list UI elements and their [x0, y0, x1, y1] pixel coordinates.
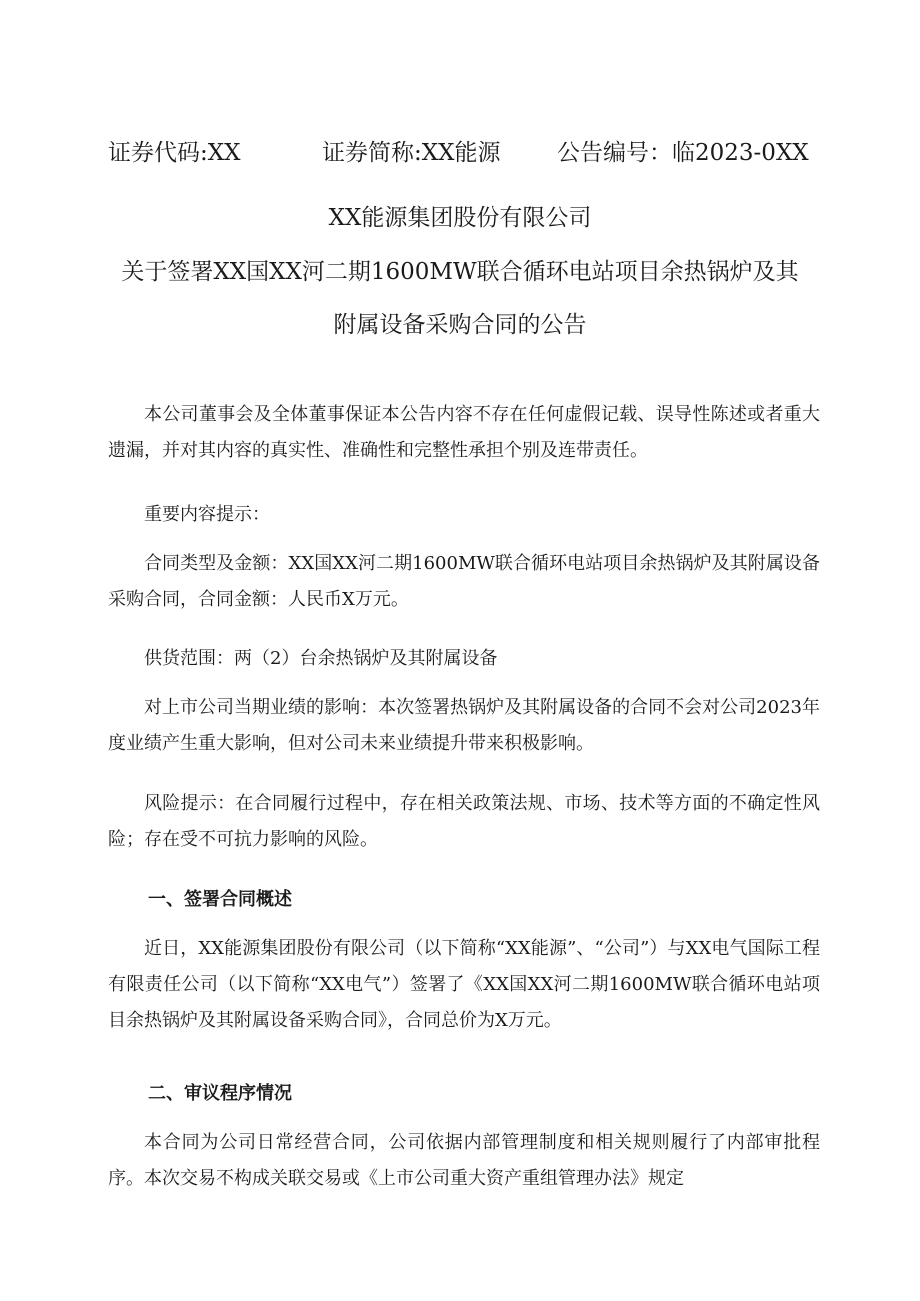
announcement-number: 公告编号：临2023-0XX: [557, 140, 809, 166]
supply-scope-paragraph: 供货范围：两（2）台余热锅炉及其附属设备: [144, 648, 498, 669]
board-statement: 本公司董事会及全体董事保证本公告内容不存在任何虚假记载、误导性陈述或者重大遗漏，并对其内容的真实性、准确性和完整性承担个别及连带责任。: [108, 404, 820, 461]
section-1-paragraph: 近日，XX能源集团股份有限公司（以下简称“XX能源”、“公司”）与XX电气国际工程有限责任公司（以下简称“XX电气”）签署了《XX国XX河二期1600MW联合循环电站项目余热锅炉及其附属设备采购合同》，合同总价为X万元。: [108, 938, 820, 1031]
section-2-heading: 二、审议程序情况: [148, 1083, 292, 1104]
highlights-title: 重要内容提示：: [144, 504, 270, 525]
stock-code: 证券代码:XX: [108, 140, 241, 166]
stock-abbreviation: 证券简称:XX能源: [322, 140, 501, 166]
risk-paragraph: 风险提示：在合同履行过程中，存在相关政策法规、市场、技术等方面的不确定性风险；存在受不可抗力影响的风险。: [108, 793, 820, 850]
title-line-2: 关于签署XX国XX河二期1600MW联合循环电站项目余热锅炉及其: [121, 259, 799, 285]
contract-type-paragraph: 合同类型及金额：XX国XX河二期1600MW联合循环电站项目余热锅炉及其附属设备采购合同，合同金额：人民币X万元。: [108, 553, 820, 610]
section-2-paragraph: 本合同为公司日常经营合同，公司依据内部管理制度和相关规则履行了内部审批程序。本次交易不构成关联交易或《上市公司重大资产重组管理办法》规定: [108, 1132, 820, 1189]
impact-paragraph: 对上市公司当期业绩的影响：本次签署热锅炉及其附属设备的合同不会对公司2023年度业绩产生重大影响，但对公司未来业绩提升带来积极影响。: [108, 697, 820, 754]
company-name: XX能源集团股份有限公司: [328, 205, 592, 231]
announcement-header: [108, 133, 828, 173]
title-line-3: 附属设备采购合同的公告: [333, 312, 587, 338]
section-1-heading: 一、签署合同概述: [148, 889, 292, 910]
